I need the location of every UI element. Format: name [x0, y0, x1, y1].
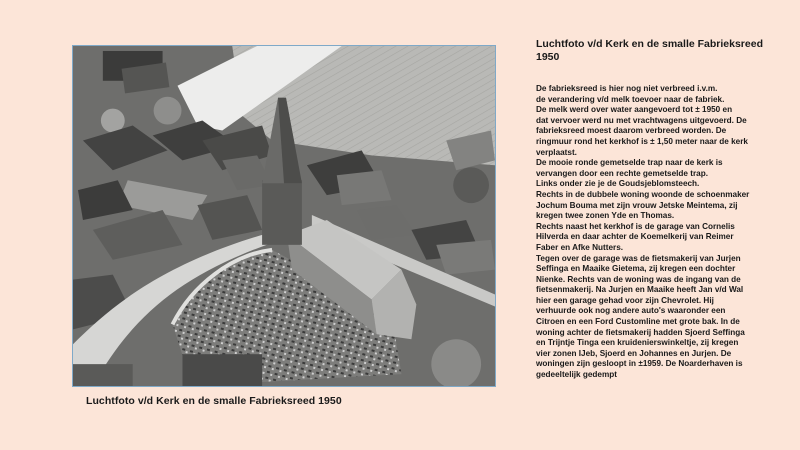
description-line: woningen zijn gesloopt in ±1959. De Noarderhaven is: [536, 359, 743, 369]
aerial-photo-church: [72, 45, 496, 387]
description-line: Citroen en een Ford Customline met grote bak. In de: [536, 317, 740, 327]
church-tower: [262, 180, 302, 245]
description-line: vervangen door een rechte gemetselde trap.: [536, 168, 708, 178]
slide-title: Luchtfoto v/d Kerk en de smalle Fabrieksreed 1950: [536, 38, 763, 63]
description-line: fietsenmakerij. Na Jurjen en Maaike heeft Jan v/d Wal: [536, 285, 744, 295]
description-line: Jochum Bouma met zijn vrouw Jetske Meintema, zij: [536, 200, 738, 210]
description-line: Seffinga en Maaike Gietema, zij kregen een dochter: [536, 264, 736, 274]
description-line: hier een garage gehad voor zijn Chevrolet. Hij: [536, 295, 714, 305]
description-line: ringmuur rond het kerkhof is ± 1,50 meter naar de kerk: [536, 136, 748, 146]
description-line: Links onder zie je de Goudsjeblomsteech.: [536, 179, 700, 189]
description-line: verplaatst.: [536, 147, 577, 157]
description-line: en Trijntje Tinga een kruidenierswinkeltje, zij kregen: [536, 338, 739, 348]
description-line: Hilverda en daar achter de Koemelkerij van Reimer: [536, 232, 734, 242]
description-line: woning achter de fietsmakerij hadden Sjoerd Seffinga: [536, 327, 745, 337]
photo-caption: Luchtfoto v/d Kerk en de smalle Fabrieksreed 1950: [86, 395, 342, 407]
description-line: verhuurde ook nog andere auto's waaronder een: [536, 306, 726, 316]
description-line: De melk werd over water aangevoerd tot ± 1950 en: [536, 105, 733, 115]
description-line: vier zonen IJeb, Sjoerd en Johannes en Jurjen. De: [536, 348, 732, 358]
aerial-photo-illustration: [73, 46, 495, 386]
description-line: De mooie ronde gemetselde trap naar de kerk is: [536, 158, 723, 168]
description-line: De fabrieksreed is hier nog niet verbreed i.v.m.: [536, 84, 718, 93]
description-text: [536, 84, 798, 381]
description-line: kregen twee zonen Yde en Thomas.: [536, 211, 675, 221]
description-line: Tegen over de garage was de fietsmakerij van Jurjen: [536, 253, 741, 263]
description-line: Faber en Afke Nutters.: [536, 242, 624, 252]
description-line: dat vervoer werd nu met vrachtwagens uitgevoerd. De: [536, 115, 747, 125]
description-line: Rechts naast het kerkhof is de garage van Cornelis: [536, 221, 735, 231]
description-line: Nienke. Rechts van de woning was de ingang van de: [536, 274, 741, 284]
description-line: Rechts in de dubbele woning woonde de schoenmaker: [536, 189, 750, 199]
description-line: fabrieksreed moest daarom verbreed worden. De: [536, 126, 727, 136]
description-line: gedeeltelijk gedempt: [536, 370, 617, 380]
description-line: de verandering v/d melk toevoer naar de fabriek.: [536, 94, 725, 104]
